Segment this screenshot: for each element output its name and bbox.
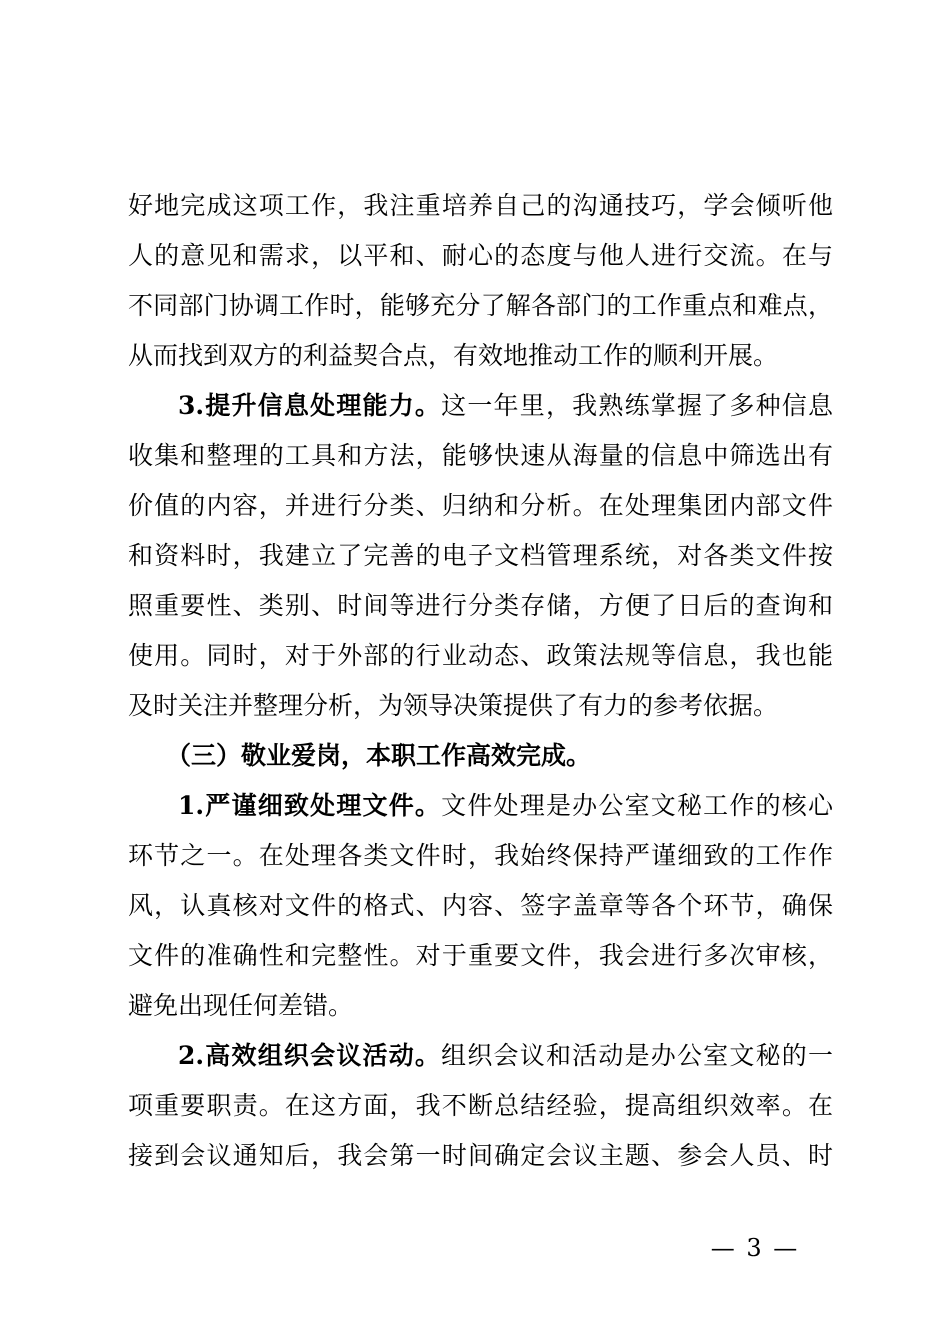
paragraph-information-processing bbox=[128, 381, 833, 731]
text-line: 项重要职责。在这方面，我不断总结经验，提高组织效率。在 bbox=[128, 1091, 833, 1120]
text-run: 这一年里，我熟练掌握了多种信息 bbox=[441, 391, 833, 420]
text-line: 使用。同时，对于外部的行业动态、政策法规等信息，我也能 bbox=[128, 641, 833, 670]
text-line: 文件的准确性和完整性。对于重要文件，我会进行多次审核， bbox=[128, 941, 833, 970]
paragraph-heading: 2.高效组织会议活动。 bbox=[178, 1041, 442, 1070]
text-line: 环节之一。在处理各类文件时，我始终保持严谨细致的工作作 bbox=[128, 841, 833, 870]
paragraph-heading: 1.严谨细致处理文件。 bbox=[178, 791, 442, 820]
paragraph-heading: 3.提升信息处理能力。 bbox=[178, 391, 442, 420]
paragraph-communication bbox=[128, 181, 833, 381]
text-line: 好地完成这项工作，我注重培养自己的沟通技巧，学会倾听他 bbox=[128, 191, 833, 220]
text-line bbox=[128, 1031, 833, 1081]
text-line bbox=[128, 381, 833, 431]
text-line bbox=[128, 781, 833, 831]
paragraph-meeting-organization bbox=[128, 1031, 833, 1181]
text-line: 收集和整理的工具和方法，能够快速从海量的信息中筛选出有 bbox=[128, 441, 833, 470]
text-run: 组织会议和活动是办公室文秘的一 bbox=[441, 1041, 833, 1070]
text-line: 接到会议通知后，我会第一时间确定会议主题、参会人员、时 bbox=[128, 1141, 833, 1170]
section-title: （三）敬业爱岗，本职工作高效完成。 bbox=[166, 741, 592, 770]
document-body bbox=[128, 181, 833, 1181]
text-line: 避免出现任何差错。 bbox=[128, 991, 354, 1020]
text-line: 和资料时，我建立了完善的电子文档管理系统，对各类文件按 bbox=[128, 541, 833, 570]
text-line: 风，认真核对文件的格式、内容、签字盖章等各个环节，确保 bbox=[128, 891, 833, 920]
text-line: 价值的内容，并进行分类、归纳和分析。在处理集团内部文件 bbox=[128, 491, 833, 520]
page-number: — 3 — bbox=[710, 1234, 800, 1262]
text-run: 文件处理是办公室文秘工作的核心 bbox=[441, 791, 833, 820]
text-line: 照重要性、类别、时间等进行分类存储，方便了日后的查询和 bbox=[128, 591, 833, 620]
text-line: 及时关注并整理分析，为领导决策提供了有力的参考依据。 bbox=[128, 691, 779, 720]
text-line: 从而找到双方的利益契合点，有效地推动工作的顺利开展。 bbox=[128, 341, 779, 370]
text-line: 不同部门协调工作时，能够充分了解各部门的工作重点和难点， bbox=[128, 291, 833, 320]
paragraph-document-handling bbox=[128, 781, 833, 1031]
text-line: 人的意见和需求，以平和、耐心的态度与他人进行交流。在与 bbox=[128, 241, 833, 270]
